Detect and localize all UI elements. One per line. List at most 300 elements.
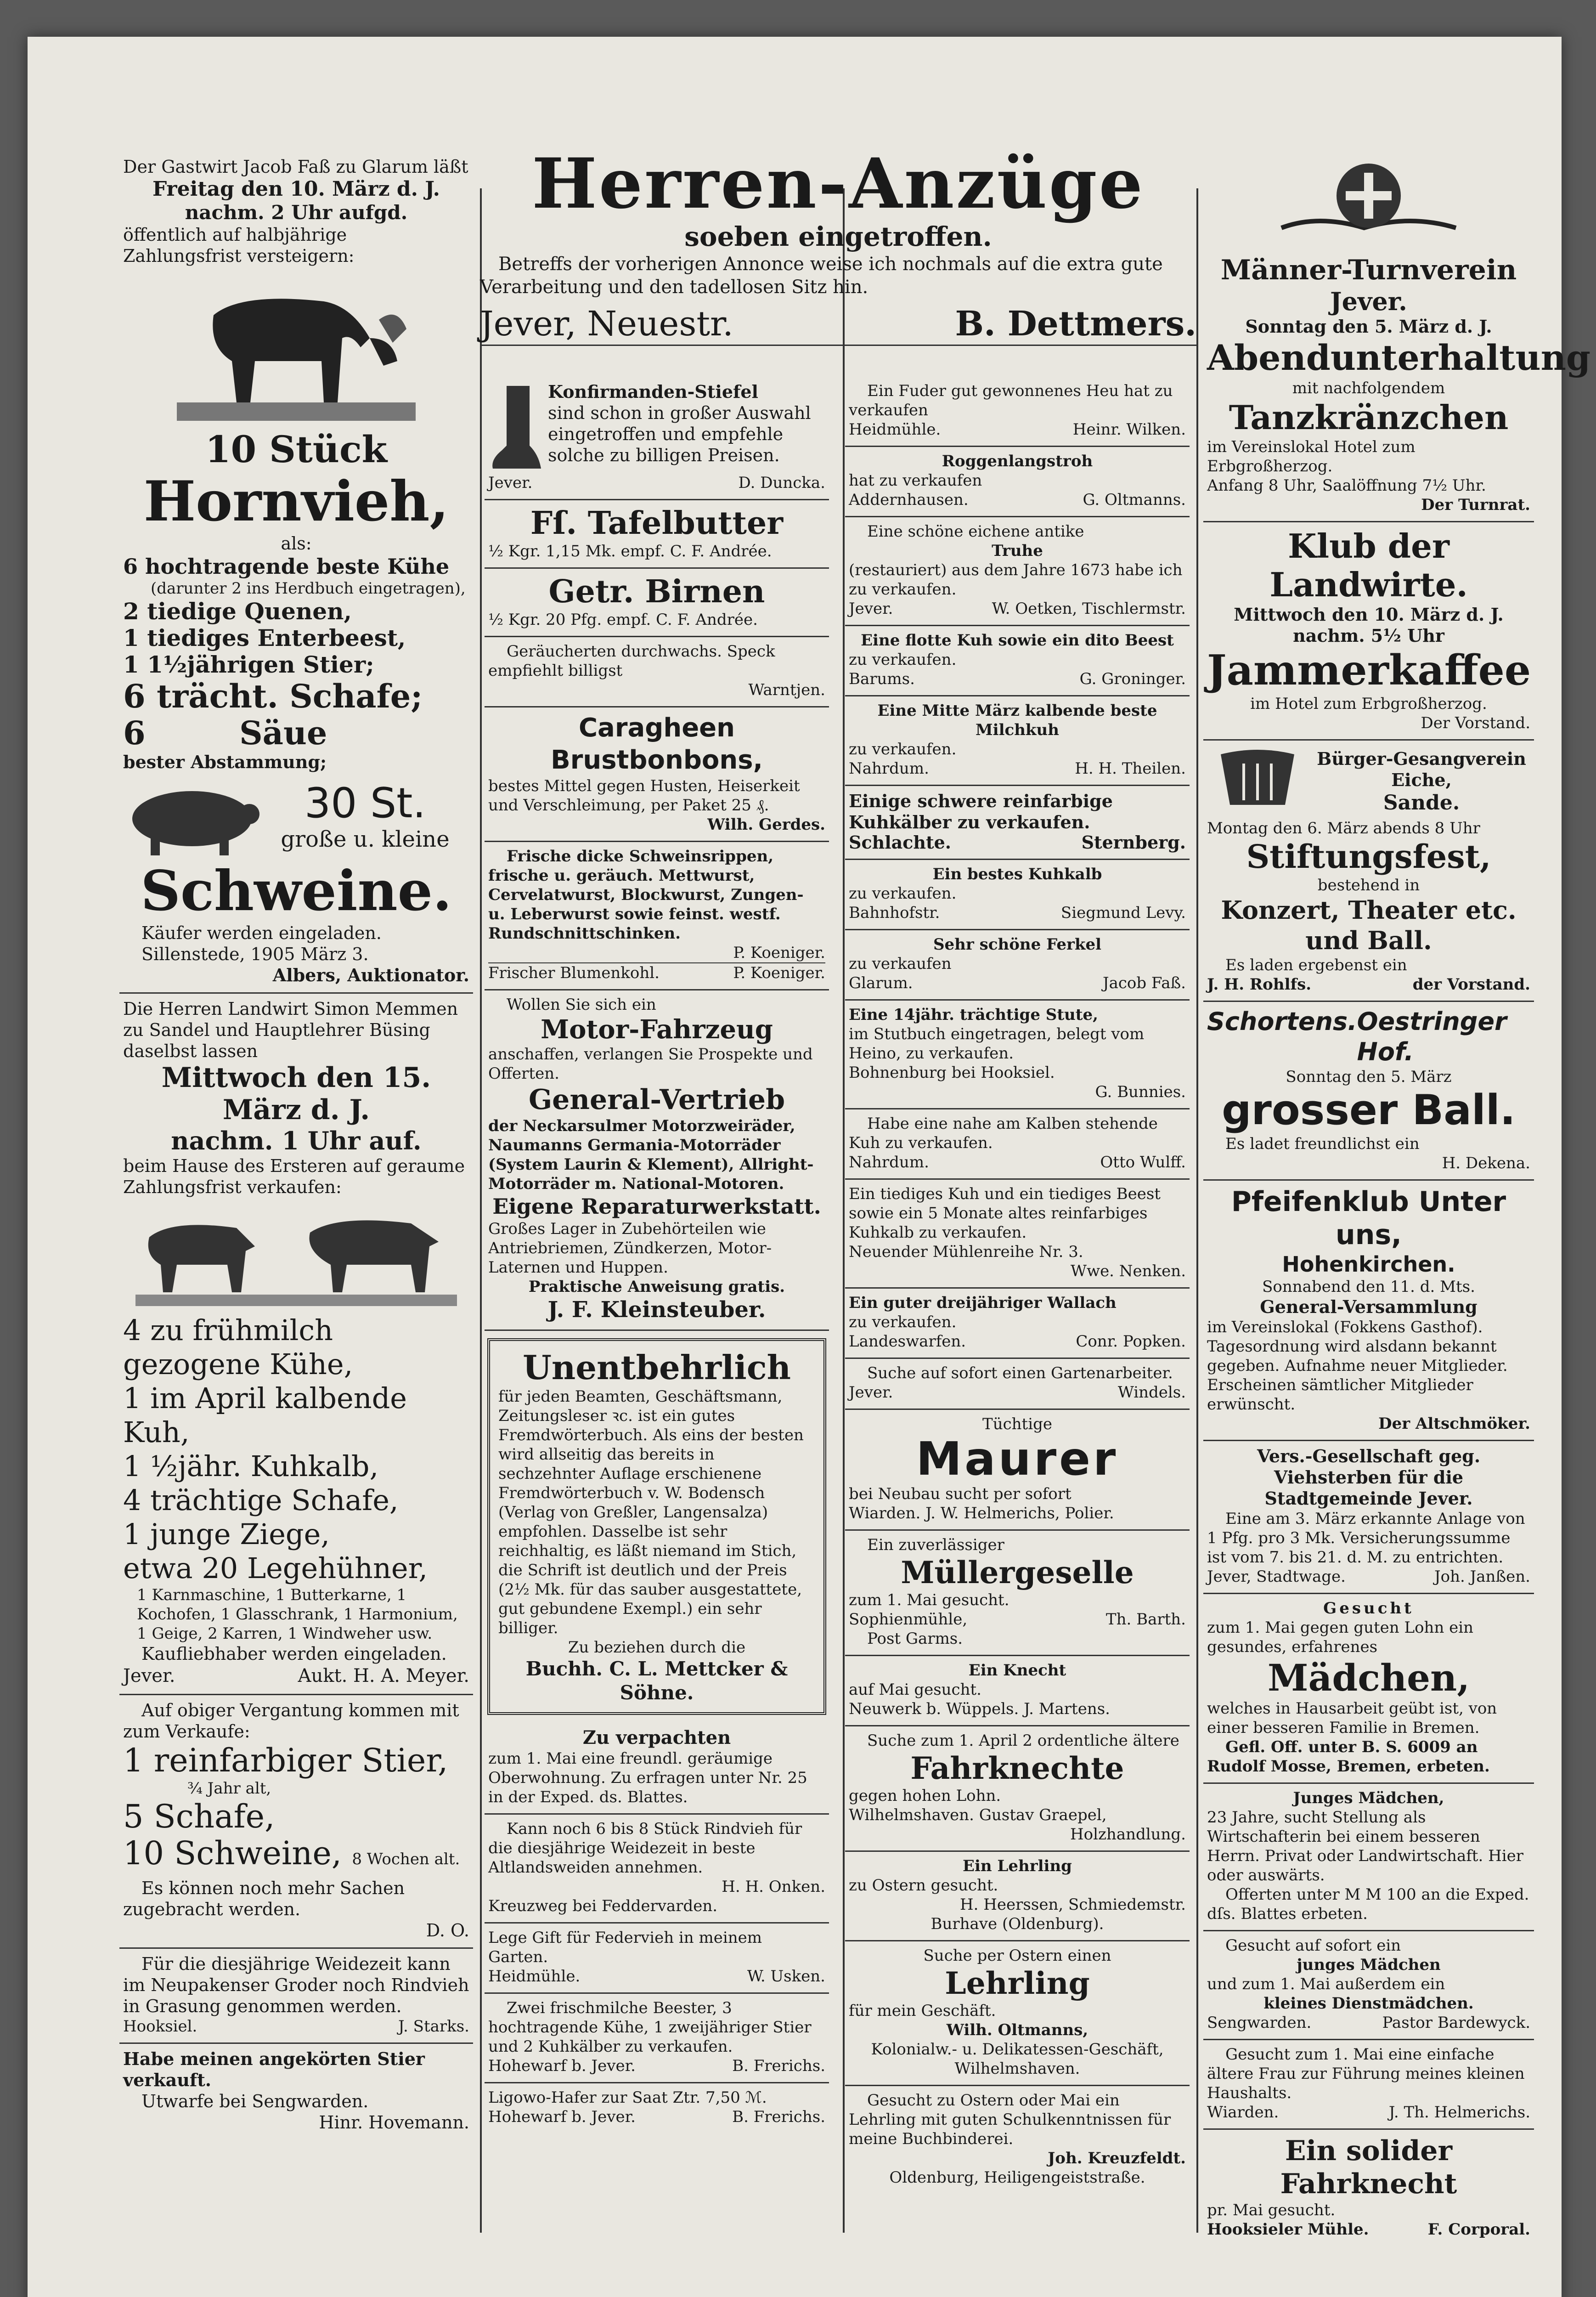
ad-text: zu verkaufen.: [849, 1313, 957, 1331]
ad-text: Eine am 3. März erkannte Anlage von 1 Pfg. pro 3 Mk. Versicherungssumme ist vom 7. bis 21. d. M. zu entrichten.: [1207, 1510, 1525, 1567]
ad-signature: B. Frerichs.: [732, 2108, 825, 2126]
ad-text: sind schon in großer Auswahl eingetroffen und empfehle solche zu billigen Preisen.: [548, 403, 811, 465]
ad-count: 10 Stück: [205, 428, 388, 471]
ad-signature: Sternberg.: [1081, 832, 1186, 853]
ad-bacon: [485, 637, 829, 707]
ad-junges-maedchen: [1203, 1784, 1534, 1931]
ad-text: bestes Mittel gegen Husten, Heiserkeit und Verschleimung, per Paket 25 ₰.: [488, 777, 800, 815]
ad-title: Stiftungsfest,: [1246, 837, 1491, 876]
ad-title: Einige schwere reinfarbige Kuhkälber zu verkaufen.: [849, 791, 1113, 832]
ad-knecht: [845, 1656, 1190, 1726]
ad-firm: B. Dettmers.: [955, 304, 1196, 344]
ad-line: 6: [123, 714, 146, 752]
ad-text: Es können noch mehr Sachen zugebracht werden.: [123, 1878, 405, 1919]
ad-signature: Th. Barth.: [1105, 1610, 1186, 1629]
ad-signature: P. Koeniger.: [733, 944, 825, 962]
ad-gesangverein: [1203, 741, 1534, 1002]
ad-line: 6 trächt. Schafe;: [123, 677, 423, 715]
ad-signature: P. Koeniger.: [733, 964, 825, 982]
ad-text: Zwei frischmilche Beester, 3 hochtragende Kühe, 1 zweijähriger Stier und 2 Kuhkälber zu verkaufen.: [488, 1999, 812, 2056]
ad-place: Barums.: [849, 670, 915, 688]
ad-gardener: [845, 1359, 1190, 1410]
ad-text: anschaffen, verlangen Sie Prospekte und Offerten.: [488, 1045, 813, 1083]
ad-place: Hooksiel.: [123, 2017, 197, 2036]
ad-pasture: [119, 1949, 473, 2044]
ad-signature: Kolonialw.- u. Delikatessen-Geschäft,: [871, 2040, 1164, 2059]
ad-text: im Vereinslokal (Fokkens Gasthof). Tagesordnung wird alsdann bekannt gegeben. Aufnahme neuer Mitglieder. Erscheinen sämtlicher Mitglieder erwünscht.: [1207, 1318, 1508, 1414]
ad-signature: Aukt. H. A. Meyer.: [298, 1665, 469, 1686]
ad-title: Tanzkränzchen: [1229, 398, 1509, 437]
ad-signature: Holzhandlung.: [1070, 1825, 1186, 1844]
ad-text: zu Ostern gesucht.: [849, 1876, 998, 1895]
ad-title: Sehr schöne Ferkel: [933, 935, 1101, 954]
ad-butter: [485, 500, 829, 569]
ad-text: zum 1. Mai gesucht.: [849, 1591, 1009, 1609]
column-rule: [1196, 188, 1198, 2233]
ad-turnverein: [1203, 152, 1590, 522]
ad-chest: [845, 517, 1190, 626]
ad-text: für jeden Beamten, Geschäftsmann, Zeitungsleser ꝛc. ist ein gutes Fremdwörterbuch. Als eins der besten wird allseitig das bereits in sechzehnter Auflage erschienene Fremdwörterbuch v. W. Bodensch (Verlag von Greßler, Langensalza) empfohlen. Dasselbe ist sehr reichhaltig, es läßt niemand im Stich, die Schrift ist deutlich und der Preis (2½ Mk. für das sauber ausgestattete, gut gebundene Exempl.) ein sehr billiger.: [498, 1387, 804, 1637]
ad-text: Eine schöne eichene antike: [867, 522, 1084, 541]
ad-text: (restauriert) aus dem Jahre 1673 habe ich zu verkaufen.: [849, 561, 1183, 599]
ad-place: Jever.: [849, 600, 893, 618]
ad-text: Anfang 8 Uhr, Saalöffnung 7½ Uhr.: [1207, 476, 1486, 495]
ad-motor: [485, 990, 829, 1331]
ad-date: Sonntag den 5. März: [1286, 1068, 1452, 1086]
ad-signature: H. H. Theilen.: [1075, 759, 1186, 778]
ad-title: Junges Mädchen,: [1293, 1789, 1444, 1807]
ad-title: General-Vertrieb: [528, 1084, 785, 1116]
ad-signature: D. O.: [426, 1920, 469, 1941]
ad-signature: Buchh. C. L. Mettcker & Söhne.: [525, 1658, 788, 1704]
ad-signature: J. F. Kleinsteuber.: [547, 1297, 766, 1323]
ad-title: Lehrling: [945, 1965, 1090, 2001]
ad-lehrling-3: [845, 2086, 1190, 2194]
ad-text: pr. Mai gesucht.: [1207, 2201, 1336, 2219]
ad-poison: [485, 1924, 829, 1994]
ad-line: (darunter 2 ins Herdbuch eingetragen),: [151, 579, 466, 598]
ad-signature: J. H. Rohlfs.: [1207, 975, 1312, 994]
ad-subtitle: soeben eingetroffen.: [684, 221, 992, 252]
ad-text: Kann noch 6 bis 8 Stück Rindvieh für die diesjährige Weidezeit in beste Altlandsweiden annehmen.: [488, 1820, 802, 1877]
ad-text: im Vereinslokal Hotel zum Erbgroßherzog.: [1207, 438, 1416, 475]
ad-text: Die Herren Landwirt Simon Memmen zu Sandel und Hauptlehrer Büsing daselbst lassen: [123, 999, 458, 1061]
ad-title: junges Mädchen: [1297, 1956, 1441, 1974]
ad-place: Sande.: [1383, 791, 1460, 815]
ad-place: Utwarfe bei Sengwarden.: [141, 2091, 369, 2111]
ad-fahrknechte: [845, 1726, 1190, 1852]
ad-line: 1 ½jähr. Kuhkalb,: [123, 1449, 379, 1483]
ad-milchkuh: [845, 696, 1190, 786]
ad-text: Suche per Ostern einen: [923, 1946, 1111, 1965]
ad-text: gegen hohen Lohn.: [849, 1787, 1001, 1805]
ad-signature: J. Th. Helmerichs.: [1388, 2103, 1530, 2122]
ad-signature: Windels.: [1117, 1383, 1186, 1402]
ad-place: Jever, Neuestr.: [480, 304, 733, 344]
ad-title: Schweine.: [141, 859, 452, 923]
ad-title: Ein bestes Kuhkalb: [932, 865, 1102, 883]
ad-place: Hohenkirchen.: [1282, 1252, 1455, 1277]
ad-place: Hohewarf b. Jever.: [488, 2108, 636, 2126]
ad-place: Schlachte.: [849, 832, 951, 853]
ad-dictionary: [487, 1338, 826, 1715]
ad-title: Eigene Reparaturwerkstatt.: [492, 1194, 821, 1219]
ad-bull: [119, 2044, 473, 2139]
ad-maurer: [845, 1410, 1190, 1531]
ad-place: Hohewarf b. Jever.: [488, 2057, 636, 2075]
ad-pears: [485, 569, 829, 637]
ad-versicherung: [1203, 1441, 1534, 1594]
ad-line: 1 junge Ziege,: [123, 1517, 330, 1551]
ad-cows: [485, 1994, 829, 2083]
ad-text: Gesucht auf sofort ein: [1225, 1936, 1401, 1955]
ad-title: Eine Mitte März kalbende beste Milchkuh: [877, 702, 1157, 739]
ad-signature: Wilhelmshaven.: [954, 2059, 1080, 2078]
ad-text: Geräucherten durchwachs. Speck empfiehlt billigst: [488, 642, 775, 680]
ad-oats: [485, 2083, 829, 2133]
ad-signature: der Vorstand.: [1412, 975, 1530, 994]
ad-line: 5 Schafe,: [123, 1798, 275, 1835]
ad-title: kleines Dienstmädchen.: [1263, 1994, 1474, 2013]
ad-signature: Otto Wulff.: [1100, 1153, 1186, 1171]
ad-text: Habe eine nahe am Kalben stehende Kuh zu verkaufen.: [849, 1115, 1158, 1152]
ad-text: mit nachfolgendem: [1292, 379, 1445, 397]
ad-dienstmaedchen: [1203, 1931, 1534, 2040]
ad-signature: Wilh. Gerdes.: [707, 815, 825, 834]
ad-text: zu verkaufen.: [849, 884, 957, 903]
ad-title: Konfirmanden-Stiefel: [548, 381, 758, 402]
ad-title: Jammerkaffee: [1207, 646, 1531, 695]
ad-title: Klub der Landwirte.: [1269, 526, 1468, 604]
ad-title: Truhe: [992, 542, 1043, 560]
ad-signature: Warntjen.: [748, 681, 825, 699]
ad-text: zu verkaufen.: [849, 740, 957, 758]
ad-text: im Stutbuch eingetragen, belegt vom Heino, zu verkaufen.: [849, 1025, 1145, 1063]
lyre-emblem: [1207, 745, 1308, 819]
ad-signature: Der Vorstand.: [1421, 714, 1530, 732]
ad-text: Suche zum 1. April 2 ordentliche ältere: [867, 1731, 1179, 1750]
column-rule: [843, 188, 845, 2233]
ad-text: bestehend in: [1317, 876, 1420, 894]
ad-title: Unentbehrlich: [523, 1348, 791, 1387]
ad-line: 8 Wochen alt.: [352, 1850, 460, 1868]
ad-text: Sillenstede, 1905 März 3.: [141, 944, 369, 964]
ad-title: Zu verpachten: [582, 1727, 731, 1748]
ad-line: 1 1½jährigen Stier;: [123, 651, 374, 678]
ad-kalben: [845, 1109, 1190, 1180]
ad-kuhkaelber: [845, 786, 1190, 860]
ad-count: 30 St.: [304, 779, 426, 827]
ad-text: Gesucht zu Ostern oder Mai ein Lehrling mit guten Schulkenntnissen für meine Buchbinderei.: [849, 2091, 1171, 2148]
ad-auction-extra: [119, 1695, 473, 1949]
ad-signature: Wilh. Oltmanns,: [946, 2021, 1088, 2039]
ad-title: Caragheen Brustbonbons,: [551, 713, 763, 775]
ad-signature: Der Turnrat.: [1421, 496, 1530, 514]
ad-time: nachm. 5½ Uhr: [1293, 625, 1444, 646]
ad-hay: [845, 377, 1190, 447]
ad-signature: Der Altschmöker.: [1378, 1414, 1530, 1433]
ad-text: Der Gastwirt Jacob Faß zu Glarum läßt: [123, 157, 468, 177]
ad-text: bei Neubau sucht per sofort: [849, 1485, 1072, 1503]
ad-text: Ein Fuder gut gewonnenes Heu hat zu verkaufen: [849, 382, 1173, 419]
ad-signature: Wilhelmshaven. Gustav Graepel,: [849, 1806, 1107, 1824]
ad-place: Heidmühle.: [849, 420, 941, 439]
ad-title: Ein solider Fahrknecht: [1280, 2135, 1457, 2200]
ad-text: Habe meinen angekörten Stier verkauft.: [123, 2048, 425, 2090]
ad-text: Praktische Anweisung gratis.: [528, 1278, 785, 1296]
ad-title: Eine 14jähr. trächtige Stute,: [849, 1006, 1098, 1024]
ad-line: ¾ Jahr alt,: [187, 1779, 271, 1798]
ad-text: beim Hause des Ersteren auf geraume Zahlungsfrist verkaufen:: [123, 1156, 465, 1197]
ad-maedchen: [1203, 1594, 1534, 1784]
ad-text: auf Mai gesucht.: [849, 1680, 981, 1699]
ad-signature: H. H. Onken.: [722, 1878, 825, 1896]
ad-title: Abendunterhaltung: [1207, 337, 1590, 378]
ad-text: Suche auf sofort einen Gartenarbeiter.: [867, 1364, 1173, 1382]
ad-text: zum 1. Mai eine freundl. geräumige Oberwohnung. Zu erfragen unter Nr. 25 in der Exped. ds. Blattes.: [488, 1749, 807, 1806]
ad-place: Wiarden.: [1207, 2103, 1279, 2122]
ad-signature: Pastor Bardewyck.: [1382, 2014, 1530, 2032]
ad-place: Heidmühle.: [488, 1967, 581, 1986]
ad-signature: W. Oetken, Tischlermstr.: [992, 600, 1186, 618]
ad-text: Frische dicke Schweinsrippen, frische u. geräuch. Mettwurst, Cervelatwurst, Blockwurst, Zungen- u. Leberwurst sowie feinst. westf. Rundschnittschinken.: [488, 847, 804, 943]
ad-signature: Wwe. Nenken.: [1071, 1262, 1186, 1280]
ad-text: Käufer werden eingeladen.: [141, 923, 382, 943]
ad-text: Betreffs der vorherigen Annonce weise ich nochmals auf die extra gute Verarbeitung und den tadellosen Sitz hin.: [480, 254, 1163, 298]
ad-title: Hornvieh,: [143, 469, 449, 534]
ad-signature: F. Corporal.: [1427, 2220, 1530, 2239]
ad-lease: [485, 1722, 829, 1815]
ad-text: Frischer Blumenkohl.: [488, 964, 660, 982]
ad-klub-landwirte: [1203, 522, 1534, 741]
column-2: [485, 377, 829, 2288]
ad-auction-memmen: [119, 994, 473, 1695]
ad-text: Ein tiediges Kuh und ein tiediges Beest sowie ein 5 Monate altes reinfarbiges Kuhkalb zu verkaufen.: [849, 1185, 1161, 1242]
ad-place: Jever.: [849, 1383, 893, 1402]
ad-auction-hornvieh: [119, 152, 473, 994]
ad-text: Auf obiger Vergantung kommen mit zum Verkaufe:: [123, 1700, 459, 1742]
ad-text: Lege Gift für Federvieh in meinem Garten.: [488, 1929, 762, 1966]
ad-date: Sonnabend den 11. d. Mts.: [1262, 1278, 1475, 1296]
ad-title: Ein Lehrling: [963, 1857, 1072, 1875]
ad-place: Burhave (Oldenburg).: [931, 1915, 1104, 1933]
ad-text: Offerten unter M M 100 an die Exped. dſs. Blattes erbeten.: [1207, 1885, 1529, 1923]
ad-line: Säue: [239, 714, 327, 752]
ad-muellergeselle: [845, 1531, 1190, 1656]
ad-place: Sengwarden.: [1207, 2014, 1312, 2032]
ad-place: Post Garms.: [867, 1629, 963, 1648]
ad-line: bester Abstammung;: [123, 752, 327, 772]
ad-place: Jever.: [123, 1665, 175, 1686]
ad-signature: Heinr. Wilken.: [1072, 420, 1186, 439]
ad-place: Jever.: [488, 474, 533, 492]
ad-title: Getr. Birnen: [548, 573, 765, 610]
ad-text: zum 1. Mai gegen guten Lohn ein gesundes, erfahrenes: [1207, 1618, 1474, 1656]
ad-line: 1 reinfarbiger Stier,: [123, 1742, 448, 1779]
ad-time: nachm. 2 Uhr aufgd.: [185, 201, 408, 224]
ad-text: Zu beziehen durch die: [568, 1638, 746, 1657]
ad-text: für mein Geschäft.: [849, 2002, 996, 2020]
pig-illustration: [123, 773, 261, 860]
ad-place: Nahrdum.: [849, 759, 929, 778]
ad-place: Jever.: [1330, 287, 1407, 316]
ad-date: Mittwoch den 10. März d. J.: [1234, 604, 1504, 625]
ad-signature: W. Usken.: [747, 1967, 825, 1986]
cattle-illustration: [135, 1200, 457, 1311]
column-1: [119, 152, 473, 2288]
ad-place: Oestringer Hof.: [1357, 1007, 1507, 1066]
ad-title: Bürger-Gesangverein Eiche,: [1317, 748, 1526, 790]
ad-title: Ein guter dreijähriger Wallach: [849, 1294, 1117, 1312]
ad-signature: Joh. Janßen.: [1434, 1567, 1530, 1586]
ad-title: Fahrknechte: [910, 1750, 1124, 1786]
ad-place: Oldenburg, Heiligengeiststraße.: [889, 2168, 1145, 2187]
ad-text: hat zu verkaufen: [849, 471, 982, 490]
ad-line: 10 Schweine,: [123, 1834, 342, 1872]
ad-ball: [1203, 1002, 1534, 1181]
ad-place: Glarum.: [849, 974, 913, 992]
ad-title: Herren-Anzüge: [532, 143, 1145, 224]
ad-cattle-grazing: [485, 1815, 829, 1924]
ad-text: Es ladet freundlichst ein: [1225, 1135, 1420, 1153]
ad-text: im Hotel zum Erbgroßherzog.: [1250, 695, 1487, 713]
ad-text: Konzert, Theater etc. und Ball.: [1221, 895, 1517, 955]
ad-text: ½ Kgr. 1,15 Mk. empf. C. F. Andrée.: [488, 542, 772, 560]
ad-line: 2 tiedige Quenen,: [123, 598, 352, 625]
ad-title: Eine flotte Kuh sowie ein dito Beest: [861, 631, 1174, 650]
ad-lehrling-2: [845, 1941, 1190, 2086]
ad-text: Ligowo-Hafer zur Saat Ztr. 7,50 ℳ.: [488, 2088, 767, 2107]
ad-signature: Wiarden. J. W. Helmerichs, Polier.: [849, 1504, 1114, 1522]
cow-illustration: [177, 269, 416, 425]
ad-signature: D. Duncka.: [738, 474, 825, 492]
ad-date: Sonntag den 5. März d. J.: [1245, 316, 1492, 337]
ad-text: Ein zuverlässiger: [867, 1536, 1004, 1554]
ad-text: Kaufliebhaber werden eingeladen.: [141, 1644, 447, 1664]
ad-date: Mittwoch den 15. März d. J.: [161, 1062, 431, 1126]
ad-text: Wollen Sie sich ein: [507, 996, 656, 1014]
ad-text: öffentlich auf halbjährige Zahlungsfrist versteigern:: [123, 225, 355, 266]
ad-title: Maurer: [916, 1432, 1119, 1486]
ad-wallach: [845, 1289, 1190, 1359]
ad-place: Neuender Mühlenreihe Nr. 3.: [849, 1243, 1083, 1261]
ad-time: nachm. 1 Uhr auf.: [171, 1126, 422, 1155]
ad-place: Bahnhofstr.: [849, 904, 940, 922]
ad-line: 1 im April kalbende Kuh,: [123, 1381, 407, 1449]
ad-place: Jever, Stadtwage.: [1207, 1567, 1346, 1586]
ad-line: etwa 20 Legehühner,: [123, 1551, 428, 1585]
ad-fahrknecht: [1203, 2130, 1534, 2246]
ad-title: Pfeifenklub Unter uns,: [1231, 1186, 1506, 1251]
ad-straw: [845, 447, 1190, 517]
column-rule: [480, 188, 482, 2233]
ad-line: 1 tiediges Enterbeest,: [123, 624, 406, 651]
ad-tiedige: [845, 1180, 1190, 1289]
ad-signature: Albers, Auktionator.: [272, 965, 469, 985]
ad-signature: H. Heerssen, Schmiedemstr.: [960, 1895, 1186, 1914]
ad-signature: Siegmund Levy.: [1060, 904, 1186, 922]
ad-line: 4 trächtige Schafe,: [123, 1483, 399, 1517]
ad-title: grosser Ball.: [1222, 1086, 1516, 1134]
ad-signature: Hinr. Hovemann.: [319, 2112, 469, 2133]
ad-signature: G. Oltmanns.: [1083, 491, 1186, 509]
ad-text: ½ Kgr. 20 Pfg. empf. C. F. Andrée.: [488, 611, 758, 629]
ad-herren-anzuege: [480, 143, 1196, 346]
ad-stute: [845, 1001, 1190, 1109]
ad-title: Mädchen,: [1267, 1656, 1470, 1699]
ad-sausage: [485, 842, 829, 990]
ad-frau: [1203, 2040, 1534, 2130]
ad-place: Landeswarfen.: [849, 1332, 966, 1351]
ad-title: General-Versammlung: [1260, 1296, 1478, 1317]
ad-text: zu verkaufen: [849, 955, 952, 973]
ad-place: Bohnenburg bei Hooksiel.: [849, 1064, 1055, 1082]
ad-text: 23 Jahre, sucht Stellung als Wirtschafterin bei einem besseren Herrn. Privat oder Landwirtschaft. Hier oder auswärts.: [1207, 1808, 1523, 1884]
ad-text: 1 Karnmaschine, 1 Butterkarne, 1 Kochofen, 1 Glasschrank, 1 Harmonium, 1 Geige, 2 Karren, 1 Windweher usw.: [137, 1586, 458, 1643]
ad-line: 6 hochtragende beste Kühe: [123, 554, 450, 579]
ad-signature: Joh. Kreuzfeldt.: [1048, 2149, 1186, 2167]
ad-place: Hooksieler Mühle.: [1207, 2220, 1369, 2239]
boot-illustration: [488, 381, 543, 473]
ad-title: Ein Knecht: [968, 1661, 1066, 1680]
ad-text: zu verkaufen.: [849, 651, 957, 669]
ad-text: Gesucht zum 1. Mai eine einfache ältere Frau zur Führung meines kleinen Haushalts.: [1207, 2045, 1525, 2102]
column-3: [845, 377, 1190, 2288]
ad-text: Es laden ergebenst ein: [1225, 956, 1407, 974]
ad-signature: B. Frerichs.: [732, 2057, 825, 2075]
ad-signature: G. Bunnies.: [1095, 1083, 1186, 1101]
ad-cow-beest: [845, 626, 1190, 696]
ad-text: Für die diesjährige Weidezeit kann im Neupakenser Groder noch Rindvieh in Grasung genommen werden.: [123, 1954, 469, 2016]
ad-signature: H. Dekena.: [1442, 1154, 1530, 1172]
ad-signature: Neuwerk b. Wüppels. J. Martens.: [849, 1700, 1110, 1718]
ad-signature: Jacob Faß.: [1102, 974, 1186, 992]
ad-title: Müllergeselle: [901, 1555, 1134, 1590]
ad-signature: G. Groninger.: [1079, 670, 1186, 688]
ad-kuhkalb: [845, 860, 1190, 930]
turnverein-emblem: [1272, 159, 1465, 251]
ad-line: 4 zu frühmilch gezogene Kühe,: [123, 1313, 353, 1381]
ad-ferkel: [845, 930, 1190, 1001]
ad-text: Gesucht: [1323, 1599, 1414, 1618]
ad-text: Gefl. Off. unter B. S. 6009 an Rudolf Mosse, Bremen, erbeten.: [1207, 1738, 1490, 1776]
ad-text: der Neckarsulmer Motorzweiräder, Naumanns Germania-Motorräder (System Laurin & Klement), Allright-Motorräder m. National-Motoren.: [488, 1117, 814, 1193]
ad-title: Roggenlangstroh: [942, 452, 1093, 470]
column-4: [1203, 152, 1590, 2288]
ad-place: Schortens.: [1207, 1007, 1357, 1036]
ad-place: Addernhausen.: [849, 491, 969, 509]
ad-title: Motor-Fahrzeug: [541, 1014, 773, 1045]
ad-text: Großes Lager in Zubehörteilen wie Antriebriemen, Zündkerzen, Motor-Laternen und Huppen.: [488, 1220, 772, 1277]
ad-place: Kreuzweg bei Feddervarden.: [488, 1897, 718, 1915]
ad-pfeifenklub: [1203, 1181, 1534, 1441]
ad-text: große u. kleine: [281, 826, 450, 852]
ad-signature: J. Starks.: [398, 2017, 469, 2036]
ad-title: Fſ. Tafelbutter: [530, 505, 784, 542]
ad-date: Freitag den 10. März d. J.: [152, 177, 440, 201]
ad-text: welches in Hausarbeit geübt ist, von einer besseren Familie in Bremen.: [1207, 1699, 1497, 1737]
ad-place: Sophienmühle,: [849, 1610, 968, 1629]
ad-boots: [485, 377, 829, 500]
ad-lehrling-1: [845, 1852, 1190, 1941]
ad-title: Vers.-Gesellschaft geg. Viehsterben für die Stadtgemeinde Jever.: [1257, 1446, 1481, 1509]
ad-signature: Conr. Popken.: [1076, 1332, 1186, 1351]
ad-text: Tüchtige: [982, 1415, 1052, 1433]
ad-text: als:: [281, 533, 312, 554]
ad-text: und zum 1. Mai außerdem ein: [1207, 1975, 1445, 1993]
ad-caragheen: [485, 707, 829, 842]
ad-date: Montag den 6. März abends 8 Uhr: [1207, 819, 1480, 837]
